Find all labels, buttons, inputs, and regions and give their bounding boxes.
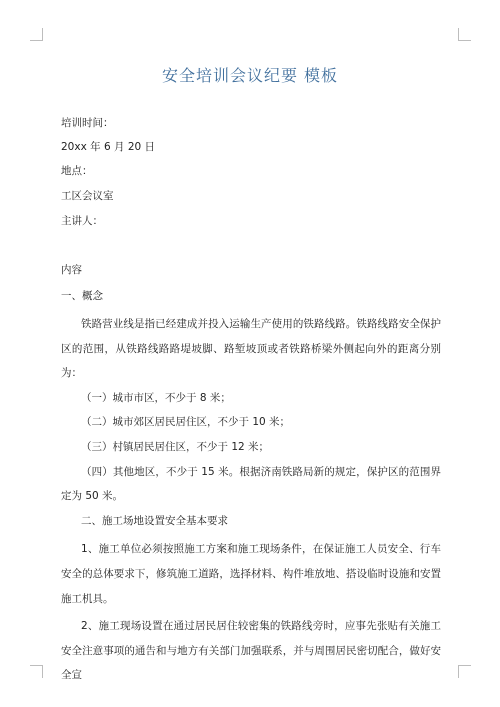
corner-mark-top-right	[458, 28, 471, 41]
training-time-value: 20xx 年 6 月 20 日	[61, 141, 156, 153]
corner-mark-bottom-right	[458, 665, 471, 678]
paragraph-1: 铁路营业线是指已经建成并投入运输生产使用的铁路线路。铁路线路安全保护区的范围，从铁路线路路堤坡脚、路堑坡顶或者铁路桥梁外侧起向外的距离分别为：	[61, 318, 441, 380]
document-title: 安全培训会议纪要 模板	[161, 66, 339, 85]
paragraph-2: 1、施工单位必须按照施工方案和施工现场条件，在保证施工人员安全、行车安全的总体要求下，修筑施工道路，选择材料、构件堆放地、搭设临时设施和安置施工机具。	[61, 543, 441, 605]
speaker-label: 主讲人：	[61, 215, 103, 227]
corner-mark-bottom-left	[30, 665, 43, 678]
list-item-1: （一）城市市区，不少于 8 米；	[81, 391, 231, 404]
paragraph-3: 2、施工现场设置在通过居民居住较密集的铁路线旁时，应事先张贴有关施工安全注意事项的通告和与地方有关部门加强联系，并与周围居民密切配合，做好安全宣	[61, 620, 441, 682]
training-time-label: 培训时间：	[61, 117, 114, 129]
section2-title: 二、施工场地设置安全基本要求	[81, 514, 228, 527]
corner-mark-top-left	[30, 28, 43, 41]
list-item-2: （二）城市郊区居民居住区，不少于 10 米；	[81, 416, 291, 429]
location-value: 工区会议室	[61, 190, 114, 202]
content-label: 内容	[61, 264, 82, 276]
location-label: 地点：	[61, 165, 93, 177]
document-body	[61, 312, 441, 688]
list-item-4: （四）其他地区，不少于 15 米。根据济南铁路局新的规定，保护区的范围界定为 50 米。	[61, 465, 441, 503]
list-item-3: （三）村镇居民居住区，不少于 12 米；	[81, 440, 270, 453]
section1-title: 一、概念	[61, 290, 103, 302]
